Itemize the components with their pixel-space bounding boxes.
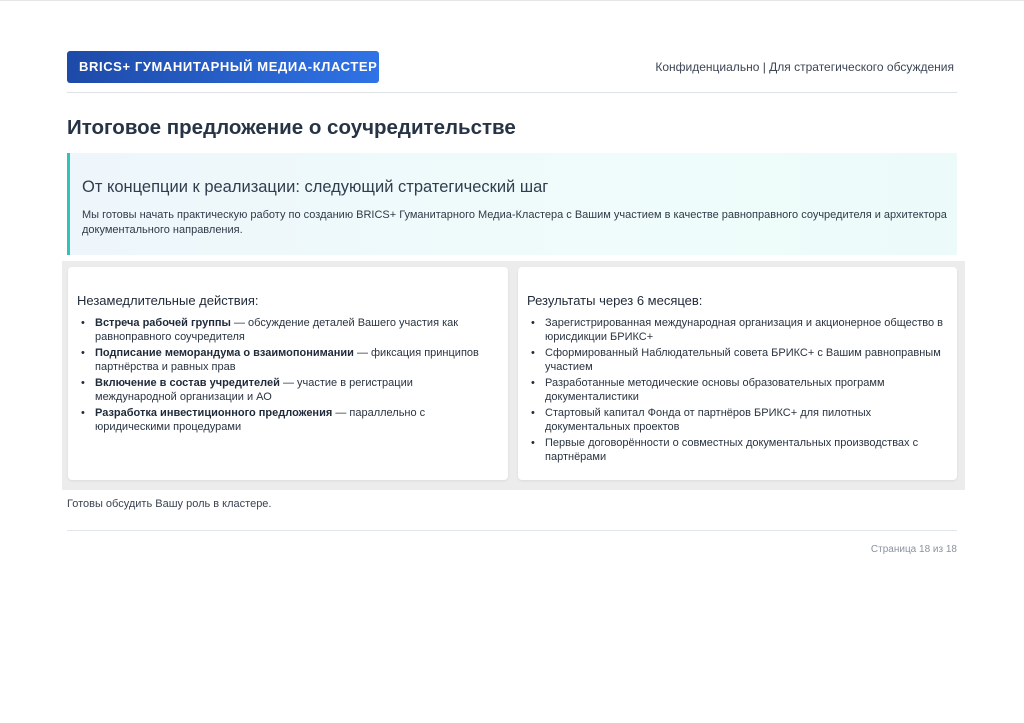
results-title: Результаты через 6 месяцев: bbox=[527, 293, 703, 308]
page-title: Итоговое предложение о соучредительстве bbox=[67, 116, 516, 139]
list-item bbox=[77, 406, 497, 434]
list-item: • Стартовый капитал Фонда от партнёров БРИКС+ для пилотных документальных проектов bbox=[527, 406, 947, 434]
immediate-actions-list bbox=[77, 316, 497, 436]
header-divider bbox=[67, 92, 957, 93]
list-item bbox=[77, 346, 497, 374]
list-item-bold: Разработка инвестиционного предложения bbox=[95, 407, 333, 419]
list-item: • Первые договорённости о совместных документальных производствах с партнёрами bbox=[527, 436, 947, 464]
list-item: • Зарегистрированная международная организация и акционерное общество в юрисдикции БРИКС+ bbox=[527, 316, 947, 344]
list-item-bold: Включение в состав учредителей bbox=[95, 377, 280, 389]
callout-box bbox=[67, 153, 957, 255]
page-number: Страница 18 из 18 bbox=[870, 544, 957, 555]
footer-divider bbox=[67, 530, 957, 531]
immediate-actions-card bbox=[68, 267, 508, 480]
list-item-bold: Встреча рабочей группы bbox=[95, 317, 231, 329]
list-item-text: — фиксация принципов партнёрства и равных прав bbox=[95, 347, 479, 373]
brand-banner: BRICS+ ГУМАНИТАРНЫЙ МЕДИА-КЛАСТЕР bbox=[67, 51, 379, 83]
cards-panel bbox=[62, 261, 965, 490]
callout-text: Мы готовы начать практическую работу по созданию BRICS+ Гуманитарного Медиа-Кластера с Вашим участием в качестве равноправного соучредителя и архитектора документального направления. bbox=[82, 209, 947, 236]
closing-text: Готовы обсудить Вашу роль в кластере. bbox=[67, 498, 272, 510]
immediate-actions-title: Незамедлительные действия: bbox=[77, 293, 259, 308]
list-item bbox=[77, 316, 497, 344]
results-list bbox=[527, 316, 947, 466]
list-item: • Разработанные методические основы образовательных программ документалистики bbox=[527, 376, 947, 404]
list-item-text: — параллельно с юридическими процедурами bbox=[95, 407, 426, 433]
list-item-text: — обсуждение деталей Вашего участия как равноправного соучредителя bbox=[95, 317, 459, 343]
list-item-text: — участие в регистрации международной организации и АО bbox=[95, 377, 413, 403]
callout-heading: От концепции к реализации: следующий стратегический шаг bbox=[82, 178, 549, 196]
list-item: • Сформированный Наблюдательный совета БРИКС+ с Вашим равноправным участием bbox=[527, 346, 947, 374]
list-item-bold: Подписание меморандума о взаимопонимании bbox=[95, 347, 354, 359]
results-card bbox=[518, 267, 957, 480]
confidentiality-label: Конфиденциально | Для стратегического обсуждения bbox=[655, 60, 954, 74]
list-item bbox=[77, 376, 497, 404]
